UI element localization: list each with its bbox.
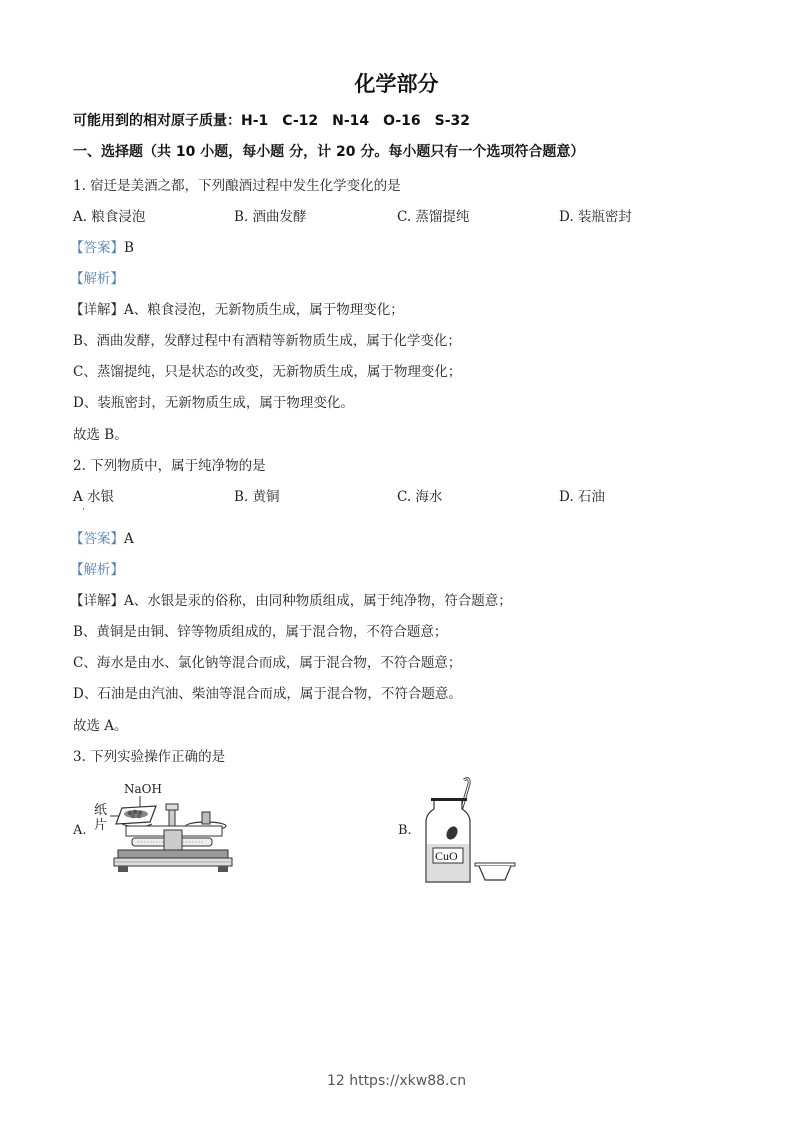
question-1-detail-a (70, 298, 404, 318)
question-2-detail-a (70, 589, 512, 609)
option-c: C. 蒸馏提纯 (397, 209, 470, 225)
option-d: D. 石油 (559, 489, 605, 505)
option-a: A. 粮食浸泡 (73, 209, 146, 225)
balance-icon (108, 792, 238, 874)
question-2-analysis-tag: 【解析】 (70, 562, 124, 578)
question-1-detail-c: C、蒸馏提纯，只是状态的改变，无新物质生成，属于物理变化； (73, 364, 462, 380)
question-1-analysis-tag: 【解析】 (70, 271, 124, 287)
option-c: C. 海水 (397, 489, 443, 505)
option-b: B. 酒曲发酵 (234, 209, 307, 225)
cuo-label: CuO (435, 849, 458, 863)
question-1-detail-d: D、装瓶密封，无新物质生成，属于物理变化。 (73, 395, 354, 411)
section-heading: 一、选择题（共 10 小题，每小题 分，计 20 分。每小题只有一个选项符合题意） (73, 144, 585, 160)
answer-value: A (124, 531, 134, 547)
question-1-detail-b: B、酒曲发酵，发酵过程中有酒精等新物质生成，属于化学变化； (73, 333, 461, 349)
question-1-stem: 1. 宿迁是美酒之都，下列酿酒过程中发生化学变化的是 (73, 178, 401, 194)
question-2-stem: 2. 下列物质中，属于纯净物的是 (73, 458, 266, 474)
question-2-detail-d: D、石油是由汽油、柴油等混合而成，属于混合物，不符合题意。 (73, 686, 462, 702)
stray-mark (83, 508, 84, 510)
answer-tag: 【答案】 (70, 240, 124, 256)
question-3-stem: 3. 下列实验操作正确的是 (73, 749, 226, 765)
answer-tag: 【答案】 (70, 531, 124, 547)
question-1-answer (70, 236, 134, 256)
answer-value: B (124, 240, 134, 256)
page-footer: 12 https://xkw88.cn (326, 1073, 467, 1089)
question-2-detail-b: B、黄铜是由铜、锌等物质组成的，属于混合物，不符合题意； (73, 624, 448, 640)
figure-a-label: A. (73, 823, 87, 838)
figure-a-naoh-label: NaOH (124, 782, 162, 796)
detail-tag: 【详解】 (70, 302, 124, 318)
question-2-detail-c: C、海水是由水、氯化钠等混合而成，属于混合物，不符合题意； (73, 655, 462, 671)
page-title: 化学部分 (354, 72, 439, 96)
option-d: D. 装瓶密封 (559, 209, 632, 225)
question-2-answer (70, 527, 134, 547)
detail-line: A、粮食浸泡，无新物质生成，属于物理变化； (124, 302, 404, 318)
figure-b-label: B. (398, 823, 412, 838)
option-a: A 水银 (73, 489, 115, 505)
detail-tag: 【详解】 (70, 593, 124, 609)
question-2-conclusion: 故选 A。 (73, 718, 128, 734)
detail-line: A、水银是汞的俗称，由同种物质组成，属于纯净物，符合题意； (124, 593, 512, 609)
option-b: B. 黄铜 (234, 489, 280, 505)
reagent-bottle-icon (420, 776, 525, 886)
figure-a-paper-label: 纸片 (94, 803, 108, 833)
atomic-masses: 可能用到的相对原子质量：H-1 C-12 N-14 O-16 S-32 (73, 113, 470, 129)
question-1-conclusion: 故选 B。 (73, 427, 128, 443)
